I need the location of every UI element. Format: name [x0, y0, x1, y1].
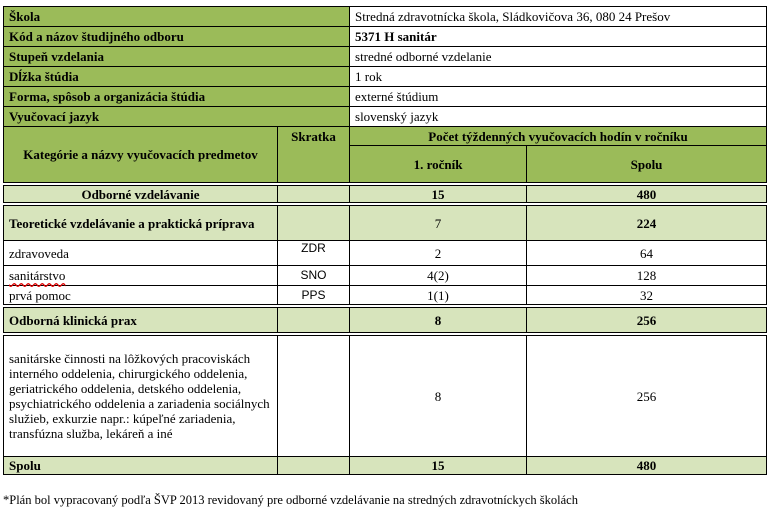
row-abbr: ZDR: [278, 241, 350, 266]
row-name: Odborné vzdelávanie: [4, 186, 278, 203]
header-total: Spolu: [527, 146, 767, 183]
row-year1: 8: [350, 336, 527, 457]
row-year1: 7: [350, 206, 527, 241]
row-abbr: [278, 336, 350, 457]
curriculum-document: [3, 6, 766, 475]
info-value: 5371 H sanitár: [350, 27, 767, 47]
row-sanitarske: [4, 336, 767, 457]
info-value: slovenský jazyk: [350, 107, 767, 127]
row-abbr: [278, 308, 350, 333]
row-abbr: SNO: [278, 266, 350, 286]
info-label: Forma, spôsob a organizácia štúdia: [4, 87, 350, 107]
row-year1: 15: [350, 457, 527, 475]
row-name: sanitárstvo: [9, 268, 66, 283]
info-value: Stredná zdravotnícka škola, Sládkovičova 36, 080 24 Prešov: [350, 7, 767, 27]
row-total: 480: [527, 186, 767, 203]
info-value: externé štúdium: [350, 87, 767, 107]
info-label: Vyučovací jazyk: [4, 107, 350, 127]
row-abbr: [278, 457, 350, 475]
info-row-length: [4, 67, 767, 87]
row-total: 480: [527, 457, 767, 475]
footnote: *Plán bol vypracovaný podľa ŠVP 2013 revidovaný pre odborné vzdelávanie na stredných zdravotníckych školách: [3, 493, 578, 507]
row-klinicka: [4, 308, 767, 333]
info-value: 1 rok: [350, 67, 767, 87]
row-pps: [4, 286, 767, 305]
info-label: Škola: [4, 7, 350, 27]
row-name: Odborná klinická prax: [4, 308, 278, 333]
info-row-form: [4, 87, 767, 107]
row-teoreticke: [4, 206, 767, 241]
row-sno: [4, 266, 767, 286]
header-row-top: [4, 127, 767, 146]
header-year1: 1. ročník: [350, 146, 527, 183]
row-year1: 15: [350, 186, 527, 203]
row-year1: 2: [350, 241, 527, 266]
info-row-school: [4, 7, 767, 27]
info-label: Dĺžka štúdia: [4, 67, 350, 87]
header-category: Kategórie a názvy vyučovacích predmetov: [4, 127, 278, 183]
header-abbr: Skratka: [278, 127, 350, 183]
row-name: Teoretické vzdelávanie a praktická príprava: [4, 206, 278, 241]
row-abbr: [278, 186, 350, 203]
row-name: Spolu: [4, 457, 278, 475]
info-row-level: [4, 47, 767, 67]
row-year1: 8: [350, 308, 527, 333]
info-value: stredné odborné vzdelanie: [350, 47, 767, 67]
info-label: Kód a názov študijného odboru: [4, 27, 350, 47]
info-row-code: [4, 27, 767, 47]
row-total: 128: [527, 266, 767, 286]
row-total: 224: [527, 206, 767, 241]
curriculum-table: [3, 6, 767, 475]
row-total: 256: [527, 336, 767, 457]
row-spolu: [4, 457, 767, 475]
row-name: sanitárske činnosti na lôžkových pracoviskách interného oddelenia, chirurgického oddelenia, geriatrického oddelenia, detského oddelenia, psychiatrického oddelenia a zariadenia sociálnych služieb, exkurzie napr.: kúpeľné zariadenia, transfúzna služba, lekáreň a iné: [4, 336, 278, 457]
row-name: prvá pomoc: [4, 286, 278, 305]
row-year1: 4(2): [350, 266, 527, 286]
row-year1: 1(1): [350, 286, 527, 305]
header-hours: Počet týždenných vyučovacích hodín v ročníku: [350, 127, 767, 146]
row-abbr: [278, 206, 350, 241]
row-total: 64: [527, 241, 767, 266]
row-name: zdravoveda: [4, 241, 278, 266]
info-row-language: [4, 107, 767, 127]
info-label: Stupeň vzdelania: [4, 47, 350, 67]
row-total: 256: [527, 308, 767, 333]
row-zdr: [4, 241, 767, 266]
row-total: 32: [527, 286, 767, 305]
row-abbr: PPS: [278, 286, 350, 305]
row-odborne: [4, 186, 767, 203]
